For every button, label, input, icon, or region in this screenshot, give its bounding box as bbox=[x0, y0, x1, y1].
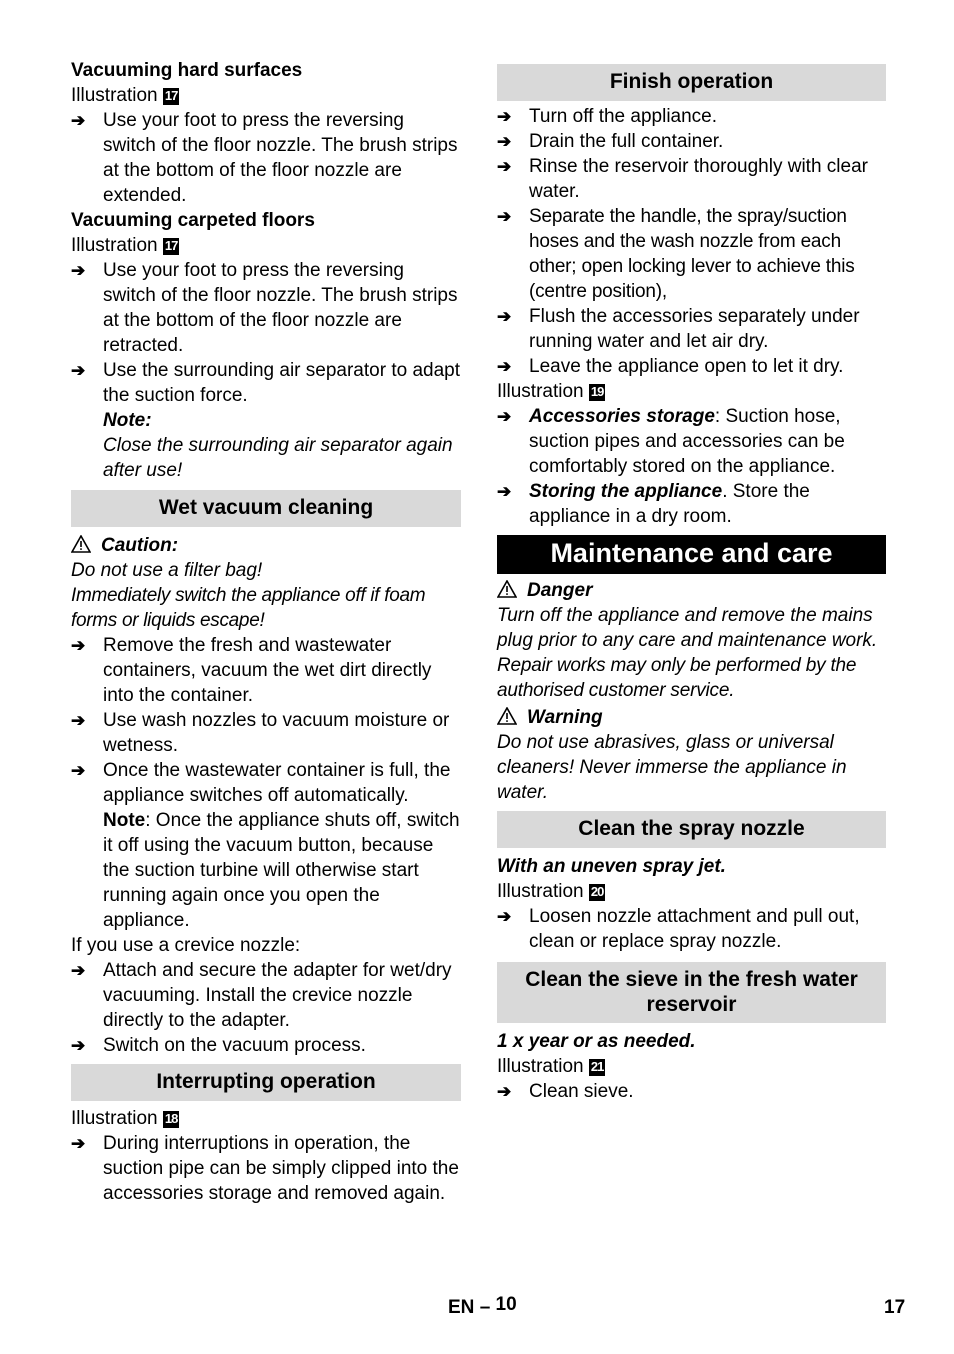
arrow-icon: ➔ bbox=[71, 636, 86, 655]
illustration-ref: Illustration 17 bbox=[71, 85, 178, 106]
arrow-icon: ➔ bbox=[497, 1082, 512, 1101]
subheading: 1 x year or as needed. bbox=[497, 1031, 696, 1052]
illustration-ref: Illustration 21 bbox=[497, 1056, 604, 1077]
caution-text: Do not use a filter bag! bbox=[71, 560, 263, 581]
list-item: ➔ Once the wastewater container is full, the appliance switches off automatically. bbox=[71, 760, 451, 806]
illustration-ref: Illustration 20 bbox=[497, 881, 604, 902]
arrow-icon: ➔ bbox=[71, 261, 86, 280]
arrow-icon: ➔ bbox=[497, 157, 512, 176]
list-item: ➔ Storing the appliance. Store the appliance in a dry room. bbox=[497, 481, 810, 527]
figure-number: 21 bbox=[590, 1059, 604, 1074]
note-paragraph: Note: Once the appliance shuts off, switch it off using the vacuum button, because the suction turbine will otherwise start running again once you open the appliance. bbox=[103, 810, 460, 931]
subheading: With an uneven spray jet. bbox=[497, 856, 726, 877]
list-item: ➔ Turn off the appliance. bbox=[497, 106, 718, 127]
arrow-icon: ➔ bbox=[71, 961, 86, 980]
arrow-icon: ➔ bbox=[497, 907, 512, 926]
danger-notice: Danger bbox=[497, 578, 886, 603]
list-item: ➔ Loosen nozzle attachment and pull out, clean or replace spray nozzle. bbox=[497, 906, 860, 952]
list-item: ➔ Rinse the reservoir thoroughly with clear water. bbox=[497, 156, 868, 202]
section-bar-finish-operation: Finish operation bbox=[497, 64, 886, 101]
arrow-icon: ➔ bbox=[497, 482, 512, 501]
section-bar-interrupting: Interrupting operation bbox=[71, 1064, 461, 1101]
warning-triangle-icon bbox=[71, 533, 91, 558]
warning-text: Do not use abrasives, glass or universal cleaners! Never immerse the appliance in water. bbox=[497, 732, 847, 803]
illustration-ref: Illustration 17 bbox=[71, 235, 178, 256]
warning-notice: Warning bbox=[497, 705, 886, 730]
left-column bbox=[71, 58, 461, 1206]
warning-triangle-icon bbox=[497, 705, 517, 730]
list-item: ➔ Flush the accessories separately under running water and let air dry. bbox=[497, 306, 860, 352]
arrow-icon: ➔ bbox=[497, 357, 512, 376]
list-item: ➔ Separate the handle, the spray/suction hoses and the wash nozzle from each other; open locking lever to achieve this (centre position), bbox=[497, 206, 855, 302]
figure-number: 17 bbox=[164, 238, 178, 253]
arrow-icon: ➔ bbox=[71, 1134, 86, 1153]
arrow-icon: ➔ bbox=[497, 207, 512, 226]
list-item: ➔ Drain the full container. bbox=[497, 131, 724, 152]
figure-number: 19 bbox=[590, 384, 604, 399]
figure-number: 20 bbox=[590, 884, 604, 899]
list-item: ➔ Clean sieve. bbox=[497, 1081, 634, 1102]
list-item: ➔ Leave the appliance open to let it dry. bbox=[497, 356, 844, 377]
footer-section-page: EN – 10 bbox=[448, 1294, 517, 1318]
figure-number: 18 bbox=[164, 1111, 178, 1126]
list-item: ➔ Switch on the vacuum process. bbox=[71, 1035, 366, 1056]
right-column bbox=[497, 64, 886, 1104]
section-heading-carpeted-floors: Vacuuming carpeted floors bbox=[71, 210, 315, 231]
section-bar-spray-nozzle: Clean the spray nozzle bbox=[497, 811, 886, 848]
list-item: ➔ Use your foot to press the reversing switch of the floor nozzle. The brush strips at the bottom of the floor nozzle are retracted. bbox=[71, 260, 458, 356]
illustration-ref: Illustration 18 bbox=[71, 1108, 178, 1129]
danger-text: Repair works may only be performed by the authorised customer service. bbox=[497, 655, 857, 701]
caution-text: Immediately switch the appliance off if foam forms or liquids escape! bbox=[71, 585, 426, 631]
figure-number: 17 bbox=[164, 88, 178, 103]
chapter-heading-maintenance: Maintenance and care bbox=[497, 535, 886, 574]
section-bar-clean-sieve: Clean the sieve in the fresh water reservoir bbox=[497, 962, 886, 1023]
arrow-icon: ➔ bbox=[497, 132, 512, 151]
list-item: ➔ Use the surrounding air separator to adapt the suction force. bbox=[71, 360, 460, 406]
section-heading-hard-surfaces: Vacuuming hard surfaces bbox=[71, 60, 303, 81]
list-item: ➔ Use your foot to press the reversing switch of the floor nozzle. The brush strips at the bottom of the floor nozzle are extended. bbox=[71, 110, 458, 206]
arrow-icon: ➔ bbox=[497, 407, 512, 426]
arrow-icon: ➔ bbox=[71, 361, 86, 380]
page-number: 17 bbox=[884, 1297, 906, 1318]
crevice-intro: If you use a crevice nozzle: bbox=[71, 935, 301, 956]
arrow-icon: ➔ bbox=[71, 1036, 86, 1055]
danger-text: Turn off the appliance and remove the mains plug prior to any care and maintenance work. bbox=[497, 605, 878, 651]
arrow-icon: ➔ bbox=[497, 307, 512, 326]
caution-notice: Caution: bbox=[71, 533, 461, 558]
note-label: Note: bbox=[103, 410, 152, 431]
arrow-icon: ➔ bbox=[71, 761, 86, 780]
arrow-icon: ➔ bbox=[497, 107, 512, 126]
list-item: ➔ Accessories storage: Suction hose, suction pipes and accessories can be comfortably stored on the appliance. bbox=[497, 406, 845, 477]
list-item: ➔ Attach and secure the adapter for wet/dry vacuuming. Install the crevice nozzle directly to the adapter. bbox=[71, 960, 452, 1031]
warning-triangle-icon bbox=[497, 578, 517, 603]
arrow-icon: ➔ bbox=[71, 711, 86, 730]
list-item: ➔ Remove the fresh and wastewater containers, vacuum the wet dirt directly into the container. bbox=[71, 635, 432, 706]
list-item: ➔ Use wash nozzles to vacuum moisture or wetness. bbox=[71, 710, 450, 756]
note-text: Close the surrounding air separator again after use! bbox=[103, 435, 453, 481]
arrow-icon: ➔ bbox=[71, 111, 86, 130]
list-item: ➔ During interruptions in operation, the suction pipe can be simply clipped into the accessories storage and removed again. bbox=[71, 1133, 459, 1204]
section-bar-wet-vacuum: Wet vacuum cleaning bbox=[71, 490, 461, 527]
illustration-ref: Illustration 19 bbox=[497, 381, 604, 402]
